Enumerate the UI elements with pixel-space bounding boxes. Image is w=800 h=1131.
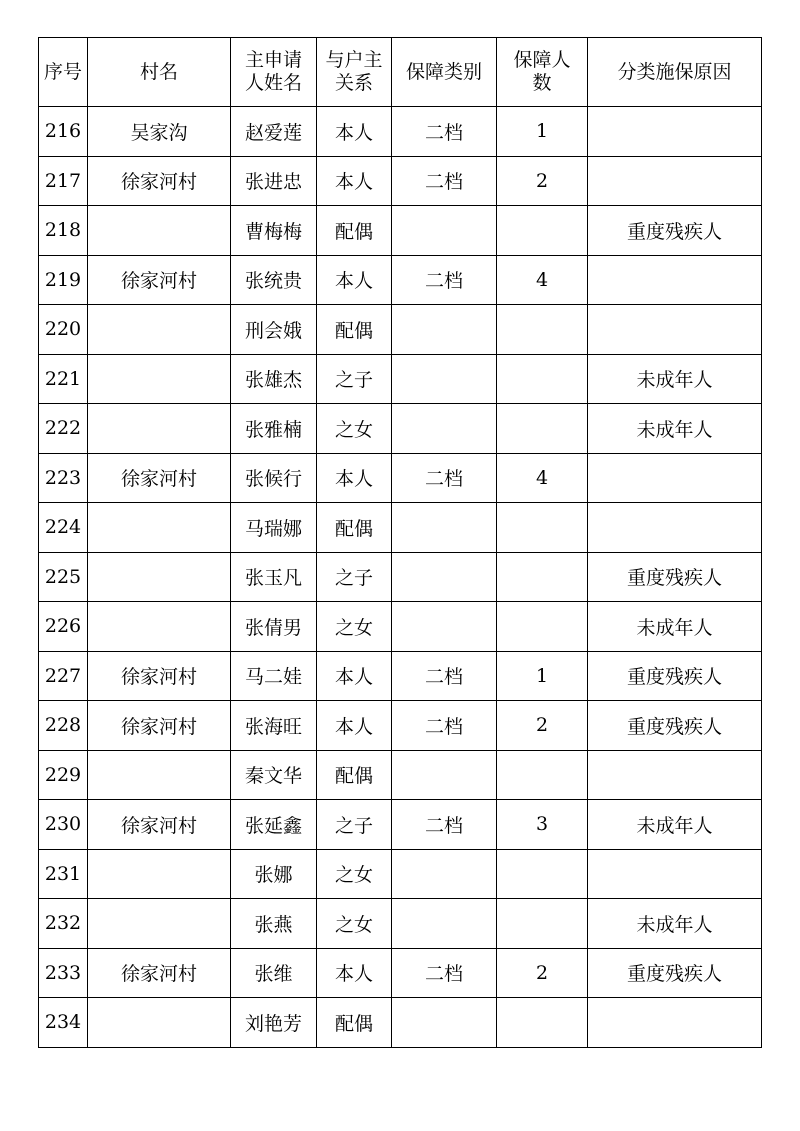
cell-village: 徐家河村 [88, 948, 231, 998]
header-count-text: 保障人数 [513, 49, 571, 94]
cell-count [497, 305, 588, 355]
cell-index: 223 [39, 453, 88, 503]
cell-applicant-name: 秦文华 [231, 750, 317, 800]
cell-reason: 未成年人 [588, 404, 762, 454]
table-row [39, 453, 762, 503]
cell-reason [588, 107, 762, 157]
cell-category: 二档 [392, 948, 497, 998]
cell-applicant-name: 张倩男 [231, 602, 317, 652]
cell-count [497, 503, 588, 553]
cell-relation: 之女 [317, 899, 392, 949]
cell-count: 4 [497, 453, 588, 503]
cell-index: 227 [39, 651, 88, 701]
cell-index: 228 [39, 701, 88, 751]
cell-index: 218 [39, 206, 88, 256]
cell-village [88, 305, 231, 355]
cell-reason: 重度残疾人 [588, 701, 762, 751]
table-row [39, 156, 762, 206]
cell-relation: 本人 [317, 651, 392, 701]
cell-village [88, 750, 231, 800]
cell-category: 二档 [392, 800, 497, 850]
header-applicant-text: 主申请人姓名 [244, 49, 302, 94]
cell-count: 2 [497, 156, 588, 206]
cell-reason: 未成年人 [588, 800, 762, 850]
cell-applicant-name: 张进忠 [231, 156, 317, 206]
cell-category: 二档 [392, 701, 497, 751]
cell-category: 二档 [392, 107, 497, 157]
cell-relation: 本人 [317, 107, 392, 157]
cell-relation: 本人 [317, 156, 392, 206]
table-row [39, 948, 762, 998]
table-row [39, 800, 762, 850]
cell-index: 234 [39, 998, 88, 1048]
cell-reason [588, 305, 762, 355]
cell-relation: 配偶 [317, 998, 392, 1048]
cell-index: 222 [39, 404, 88, 454]
table-row [39, 602, 762, 652]
cell-village [88, 354, 231, 404]
table-row [39, 354, 762, 404]
cell-category [392, 750, 497, 800]
cell-count: 1 [497, 107, 588, 157]
cell-reason: 未成年人 [588, 354, 762, 404]
cell-applicant-name: 张统贵 [231, 255, 317, 305]
table-row [39, 503, 762, 553]
cell-applicant-name: 马二娃 [231, 651, 317, 701]
cell-relation: 本人 [317, 701, 392, 751]
cell-category: 二档 [392, 255, 497, 305]
table-row [39, 206, 762, 256]
cell-index: 224 [39, 503, 88, 553]
table-row [39, 849, 762, 899]
table-row [39, 552, 762, 602]
cell-index: 225 [39, 552, 88, 602]
cell-reason: 重度残疾人 [588, 206, 762, 256]
cell-reason [588, 255, 762, 305]
header-reason: 分类施保原因 [588, 38, 762, 107]
cell-index: 217 [39, 156, 88, 206]
table-row [39, 305, 762, 355]
cell-village [88, 602, 231, 652]
cell-applicant-name: 刑会娥 [231, 305, 317, 355]
cell-reason: 未成年人 [588, 899, 762, 949]
cell-reason: 重度残疾人 [588, 651, 762, 701]
table-row [39, 998, 762, 1048]
cell-reason [588, 849, 762, 899]
cell-count [497, 750, 588, 800]
cell-index: 221 [39, 354, 88, 404]
cell-category [392, 305, 497, 355]
cell-category [392, 404, 497, 454]
cell-relation: 配偶 [317, 503, 392, 553]
cell-village [88, 552, 231, 602]
cell-applicant-name: 赵爱莲 [231, 107, 317, 157]
cell-relation: 之女 [317, 602, 392, 652]
header-row [39, 38, 762, 107]
table-row [39, 651, 762, 701]
table-row [39, 404, 762, 454]
table-row [39, 107, 762, 157]
cell-reason [588, 156, 762, 206]
cell-village [88, 849, 231, 899]
cell-count [497, 206, 588, 256]
cell-count [497, 998, 588, 1048]
cell-reason [588, 503, 762, 553]
cell-relation: 配偶 [317, 206, 392, 256]
table-row [39, 899, 762, 949]
cell-category [392, 552, 497, 602]
cell-village [88, 998, 231, 1048]
cell-relation: 配偶 [317, 305, 392, 355]
cell-applicant-name: 张燕 [231, 899, 317, 949]
cell-category: 二档 [392, 156, 497, 206]
cell-relation: 本人 [317, 948, 392, 998]
cell-category [392, 998, 497, 1048]
cell-relation: 之女 [317, 404, 392, 454]
cell-relation: 本人 [317, 453, 392, 503]
cell-applicant-name: 张雄杰 [231, 354, 317, 404]
cell-reason: 重度残疾人 [588, 552, 762, 602]
cell-village [88, 503, 231, 553]
header-category: 保障类别 [392, 38, 497, 107]
cell-relation: 之子 [317, 354, 392, 404]
cell-reason [588, 453, 762, 503]
cell-applicant-name: 马瑞娜 [231, 503, 317, 553]
cell-applicant-name: 张海旺 [231, 701, 317, 751]
cell-reason [588, 750, 762, 800]
cell-category [392, 899, 497, 949]
cell-reason [588, 998, 762, 1048]
cell-category [392, 849, 497, 899]
cell-category [392, 206, 497, 256]
header-index: 序号 [39, 38, 88, 107]
cell-applicant-name: 曹梅梅 [231, 206, 317, 256]
cell-count [497, 404, 588, 454]
cell-relation: 之子 [317, 552, 392, 602]
header-applicant [231, 38, 317, 107]
cell-index: 232 [39, 899, 88, 949]
cell-village: 徐家河村 [88, 701, 231, 751]
cell-village [88, 206, 231, 256]
cell-applicant-name: 张雅楠 [231, 404, 317, 454]
cell-category [392, 602, 497, 652]
cell-category [392, 354, 497, 404]
cell-village [88, 404, 231, 454]
cell-applicant-name: 刘艳芳 [231, 998, 317, 1048]
cell-count [497, 552, 588, 602]
cell-applicant-name: 张娜 [231, 849, 317, 899]
cell-category: 二档 [392, 453, 497, 503]
cell-count [497, 354, 588, 404]
cell-relation: 配偶 [317, 750, 392, 800]
cell-index: 220 [39, 305, 88, 355]
table-row [39, 255, 762, 305]
cell-applicant-name: 张玉凡 [231, 552, 317, 602]
cell-index: 216 [39, 107, 88, 157]
header-relation-text: 与户主关系 [325, 49, 383, 94]
cell-count: 1 [497, 651, 588, 701]
cell-category [392, 503, 497, 553]
cell-relation: 本人 [317, 255, 392, 305]
cell-category: 二档 [392, 651, 497, 701]
cell-relation: 之子 [317, 800, 392, 850]
cell-village: 徐家河村 [88, 453, 231, 503]
cell-village [88, 899, 231, 949]
cell-village: 徐家河村 [88, 156, 231, 206]
header-relation [317, 38, 392, 107]
cell-index: 219 [39, 255, 88, 305]
header-village: 村名 [88, 38, 231, 107]
assistance-roster-table [38, 37, 762, 1048]
cell-village: 徐家河村 [88, 800, 231, 850]
table-row [39, 750, 762, 800]
roster-body [39, 107, 762, 1048]
cell-index: 231 [39, 849, 88, 899]
cell-index: 226 [39, 602, 88, 652]
cell-count [497, 849, 588, 899]
cell-village: 吴家沟 [88, 107, 231, 157]
cell-count: 4 [497, 255, 588, 305]
cell-relation: 之女 [317, 849, 392, 899]
table-row [39, 701, 762, 751]
cell-applicant-name: 张维 [231, 948, 317, 998]
cell-applicant-name: 张候行 [231, 453, 317, 503]
cell-reason: 重度残疾人 [588, 948, 762, 998]
cell-village: 徐家河村 [88, 651, 231, 701]
cell-applicant-name: 张延鑫 [231, 800, 317, 850]
cell-count [497, 602, 588, 652]
cell-index: 230 [39, 800, 88, 850]
cell-count: 2 [497, 948, 588, 998]
cell-index: 233 [39, 948, 88, 998]
cell-index: 229 [39, 750, 88, 800]
header-count [497, 38, 588, 107]
cell-count: 2 [497, 701, 588, 751]
cell-village: 徐家河村 [88, 255, 231, 305]
cell-count [497, 899, 588, 949]
cell-count: 3 [497, 800, 588, 850]
cell-reason: 未成年人 [588, 602, 762, 652]
